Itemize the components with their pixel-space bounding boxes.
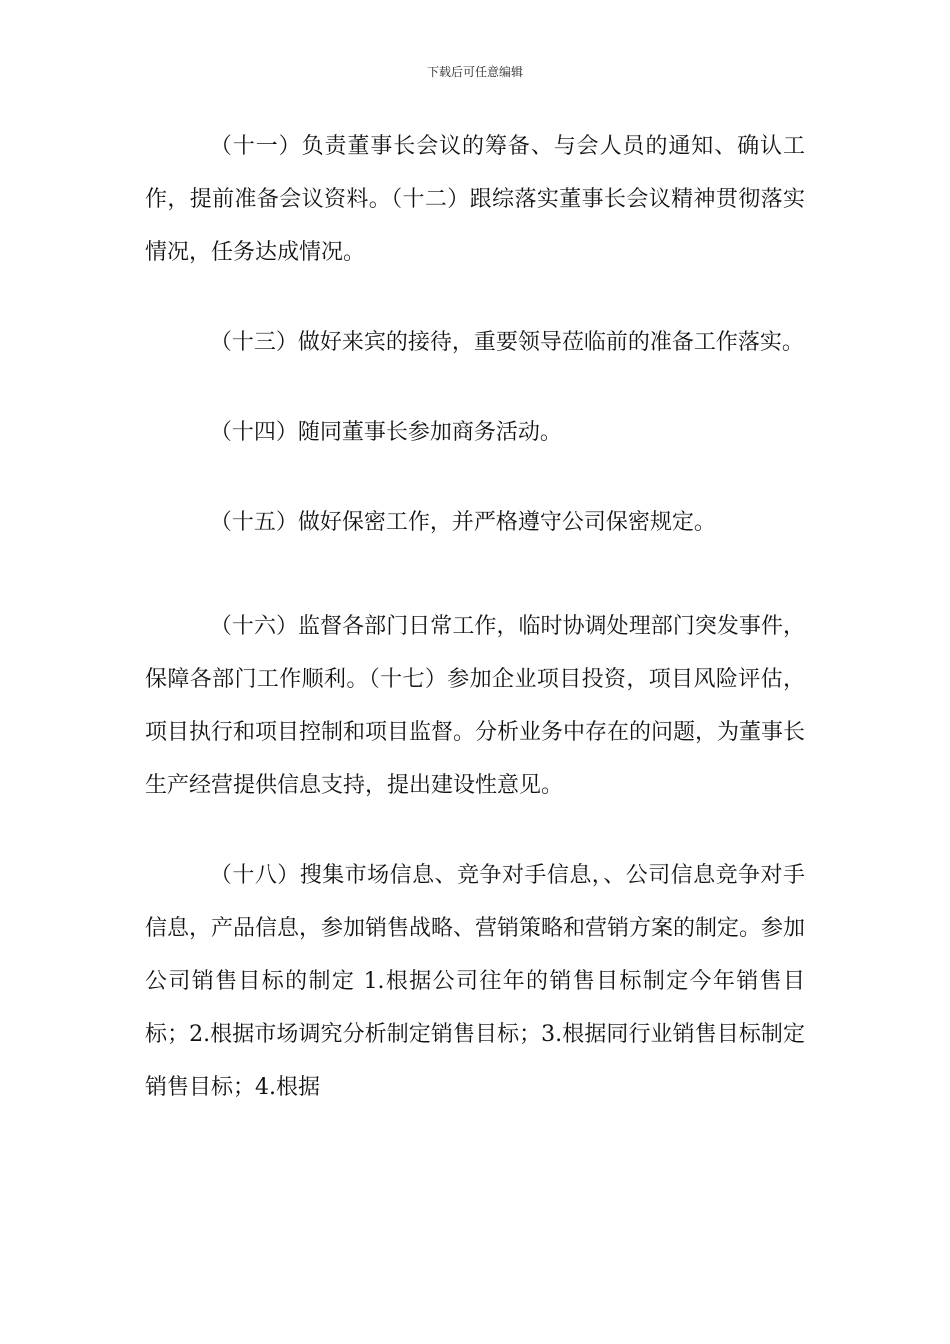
paragraph-11-12: （十一）负责董事长会议的筹备、与会人员的通知、确认工作，提前准备会议资料。（十二）跟综落实董事长会议精神贯彻落实情况，任务达成情况。 — [145, 134, 805, 265]
paragraph-18: （十八）搜集市场信息、竞争对手信息，、公司信息竞争对手信息，产品信息，参加销售战略、营销策略和营销方案的制定。参加公司销售目标的制定 1.根据公司往年的销售目标制定今年销售目标；2.根据市场调究分析制定销售目标；3.根据同行业销售目标制定销售目标；4.根据 — [145, 863, 806, 1100]
document-body — [145, 120, 805, 1114]
paragraph-13: （十三）做好来宾的接待，重要领导莅临前的准备工作落实。 — [209, 330, 804, 355]
paragraph-14: （十四）随同董事长参加商务活动。 — [209, 420, 562, 445]
paragraph-16-17: （十六）监督各部门日常工作，临时协调处理部门突发事件，保障各部门工作顺利。（十七）参加企业项目投资，项目风险评估，项目执行和项目控制和项目监督。分析业务中存在的问题，为董事长生产经营提供信息支持，提出建设性意见。 — [145, 614, 806, 798]
paragraph-15: （十五）做好保密工作，并严格遵守公司保密规定。 — [209, 510, 716, 535]
page-header: 下载后可任意编辑 — [426, 65, 523, 79]
